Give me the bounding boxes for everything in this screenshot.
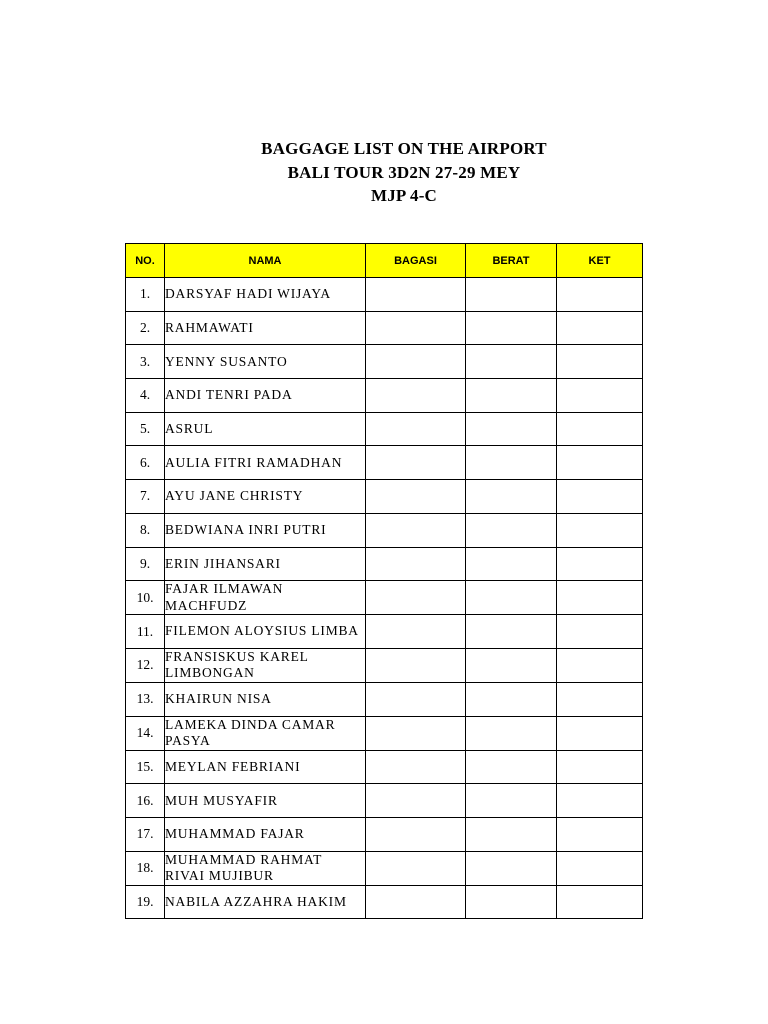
passenger-name: FAJAR ILMAWAN MACHFUDZ (165, 581, 366, 615)
note-cell[interactable] (557, 682, 643, 716)
row-number: 2. (126, 311, 165, 345)
baggage-cell[interactable] (366, 446, 466, 480)
passenger-name: MEYLAN FEBRIANI (165, 750, 366, 784)
note-cell[interactable] (557, 311, 643, 345)
baggage-cell[interactable] (366, 615, 466, 649)
passenger-name: AULIA FITRI RAMADHAN (165, 446, 366, 480)
table-row (126, 581, 643, 615)
table-row (126, 480, 643, 514)
table-row (126, 817, 643, 851)
title-line-2: BALI TOUR 3D2N 27-29 MEY (287, 162, 521, 182)
passenger-name: MUHAMMAD FAJAR (165, 817, 366, 851)
baggage-cell[interactable] (366, 345, 466, 379)
header-name: NAMA (165, 244, 366, 278)
note-cell[interactable] (557, 513, 643, 547)
note-cell[interactable] (557, 885, 643, 919)
row-number: 8. (126, 513, 165, 547)
passenger-name: DARSYAF HADI WIJAYA (165, 278, 366, 312)
table-row (126, 851, 643, 885)
note-cell[interactable] (557, 379, 643, 413)
weight-cell[interactable] (466, 480, 557, 514)
title-line-3: MJP 4-C (370, 186, 438, 205)
table-row (126, 750, 643, 784)
baggage-cell[interactable] (366, 581, 466, 615)
weight-cell[interactable] (466, 784, 557, 818)
table-body (126, 278, 643, 919)
row-number: 10. (126, 581, 165, 615)
weight-cell[interactable] (466, 311, 557, 345)
note-cell[interactable] (557, 278, 643, 312)
row-number: 14. (126, 716, 165, 750)
baggage-cell[interactable] (366, 784, 466, 818)
row-number: 19. (126, 885, 165, 919)
weight-cell[interactable] (466, 615, 557, 649)
row-number: 17. (126, 817, 165, 851)
weight-cell[interactable] (466, 547, 557, 581)
baggage-cell[interactable] (366, 311, 466, 345)
table-row (126, 513, 643, 547)
row-number: 11. (126, 615, 165, 649)
baggage-cell[interactable] (366, 851, 466, 885)
weight-cell[interactable] (466, 278, 557, 312)
table-row (126, 784, 643, 818)
weight-cell[interactable] (466, 513, 557, 547)
passenger-name: ANDI TENRI PADA (165, 379, 366, 413)
weight-cell[interactable] (466, 851, 557, 885)
baggage-cell[interactable] (366, 547, 466, 581)
table-header-row (126, 244, 643, 278)
weight-cell[interactable] (466, 648, 557, 682)
baggage-cell[interactable] (366, 278, 466, 312)
weight-cell[interactable] (466, 581, 557, 615)
header-note: KET (557, 244, 643, 278)
weight-cell[interactable] (466, 817, 557, 851)
passenger-name: FRANSISKUS KAREL LIMBONGAN (165, 648, 366, 682)
baggage-cell[interactable] (366, 412, 466, 446)
baggage-cell[interactable] (366, 716, 466, 750)
passenger-name: ERIN JIHANSARI (165, 547, 366, 581)
row-number: 13. (126, 682, 165, 716)
passenger-name: YENNY SUSANTO (165, 345, 366, 379)
note-cell[interactable] (557, 412, 643, 446)
table-row (126, 278, 643, 312)
row-number: 4. (126, 379, 165, 413)
row-number: 18. (126, 851, 165, 885)
table-row (126, 547, 643, 581)
weight-cell[interactable] (466, 345, 557, 379)
baggage-cell[interactable] (366, 682, 466, 716)
table-row (126, 311, 643, 345)
header-no: NO. (126, 244, 165, 278)
header-weight: BERAT (466, 244, 557, 278)
table-row (126, 682, 643, 716)
note-cell[interactable] (557, 547, 643, 581)
table-row (126, 648, 643, 682)
baggage-cell[interactable] (366, 750, 466, 784)
note-cell[interactable] (557, 784, 643, 818)
passenger-name: MUHAMMAD RAHMAT RIVAI MUJIBUR (165, 851, 366, 885)
weight-cell[interactable] (466, 682, 557, 716)
passenger-name: ASRUL (165, 412, 366, 446)
passenger-name: RAHMAWATI (165, 311, 366, 345)
row-number: 7. (126, 480, 165, 514)
row-number: 12. (126, 648, 165, 682)
passenger-name: NABILA AZZAHRA HAKIM (165, 885, 366, 919)
passenger-name: LAMEKA DINDA CAMAR PASYA (165, 716, 366, 750)
table-row (126, 716, 643, 750)
weight-cell[interactable] (466, 379, 557, 413)
table-row (126, 885, 643, 919)
table-row (126, 345, 643, 379)
table-row (126, 412, 643, 446)
weight-cell[interactable] (466, 412, 557, 446)
note-cell[interactable] (557, 648, 643, 682)
row-number: 15. (126, 750, 165, 784)
row-number: 9. (126, 547, 165, 581)
note-cell[interactable] (557, 716, 643, 750)
weight-cell[interactable] (466, 750, 557, 784)
row-number: 5. (126, 412, 165, 446)
weight-cell[interactable] (466, 446, 557, 480)
note-cell[interactable] (557, 446, 643, 480)
note-cell[interactable] (557, 480, 643, 514)
weight-cell[interactable] (466, 716, 557, 750)
table-row (126, 615, 643, 649)
note-cell[interactable] (557, 581, 643, 615)
table-row (126, 379, 643, 413)
baggage-cell[interactable] (366, 379, 466, 413)
passenger-name: AYU JANE CHRISTY (165, 480, 366, 514)
table-row (126, 446, 643, 480)
row-number: 1. (126, 278, 165, 312)
note-cell[interactable] (557, 345, 643, 379)
baggage-table (125, 243, 643, 919)
note-cell[interactable] (557, 750, 643, 784)
row-number: 6. (126, 446, 165, 480)
title-line-1: BAGGAGE LIST ON THE AIRPORT (261, 139, 547, 158)
baggage-cell[interactable] (366, 648, 466, 682)
baggage-cell[interactable] (366, 480, 466, 514)
row-number: 3. (126, 345, 165, 379)
note-cell[interactable] (557, 817, 643, 851)
baggage-cell[interactable] (366, 513, 466, 547)
passenger-name: FILEMON ALOYSIUS LIMBA (165, 615, 366, 649)
note-cell[interactable] (557, 851, 643, 885)
passenger-name: KHAIRUN NISA (165, 682, 366, 716)
note-cell[interactable] (557, 615, 643, 649)
passenger-name: MUH MUSYAFIR (165, 784, 366, 818)
document-title (0, 137, 768, 208)
baggage-cell[interactable] (366, 817, 466, 851)
header-baggage: BAGASI (366, 244, 466, 278)
baggage-cell[interactable] (366, 885, 466, 919)
row-number: 16. (126, 784, 165, 818)
weight-cell[interactable] (466, 885, 557, 919)
passenger-name: BEDWIANA INRI PUTRI (165, 513, 366, 547)
